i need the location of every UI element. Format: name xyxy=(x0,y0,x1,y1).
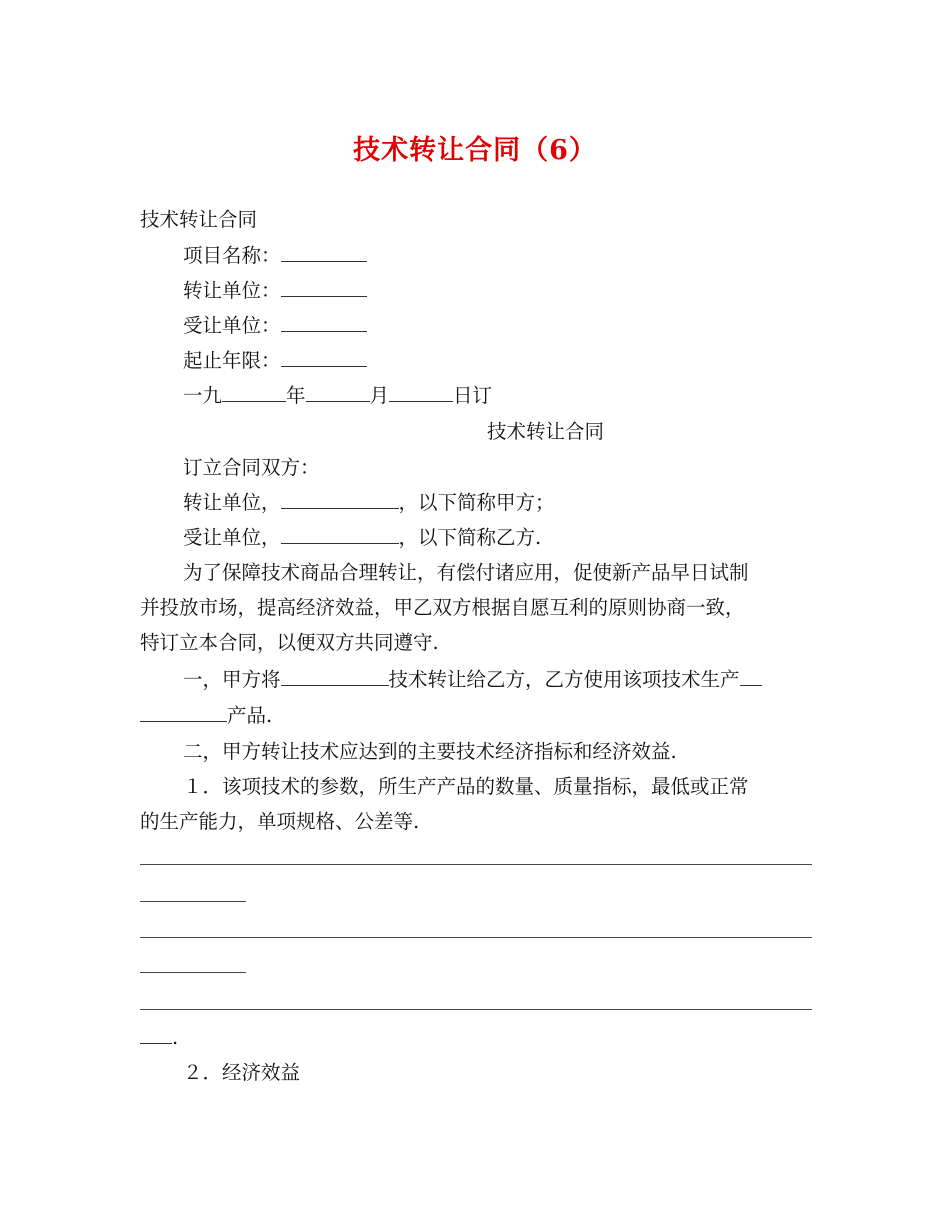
blank-line xyxy=(222,383,286,402)
blank-line xyxy=(281,243,367,262)
fill-line xyxy=(140,937,812,938)
item-1-line: １．该项技术的参数，所生产产品的数量、质量指标，最低或正常 xyxy=(183,775,749,798)
clause-1-cont xyxy=(140,702,272,729)
preamble-line: 特订立本合同，以便双方共同遵守. xyxy=(140,631,439,654)
subtitle: 技术转让合同 xyxy=(487,420,605,443)
blank-line xyxy=(281,348,367,367)
clause-1-a: 一，甲方将 xyxy=(183,668,281,691)
contract-heading: 技术转让合同 xyxy=(140,208,258,231)
clause-1-c: 产品. xyxy=(227,704,273,727)
party-a-suffix: ，以下简称甲方； xyxy=(398,491,555,514)
preamble-line: 并投放市场，提高经济效益，甲乙双方根据自愿互利的原则协商一致， xyxy=(140,596,745,619)
date-month: 月 xyxy=(369,384,390,407)
party-a-line xyxy=(183,489,555,516)
fill-line-end xyxy=(140,1024,178,1051)
blank-line xyxy=(389,383,453,402)
date-line xyxy=(183,382,492,409)
blank-line xyxy=(140,1025,172,1044)
field-label: 受让单位： xyxy=(183,314,281,337)
blank-line xyxy=(140,703,227,722)
party-a-label: 转让单位， xyxy=(183,491,281,514)
date-year: 年 xyxy=(286,384,306,407)
fill-line xyxy=(140,972,246,973)
date-day: 日订 xyxy=(453,384,493,407)
field-label: 起止年限： xyxy=(183,349,281,372)
blank-line xyxy=(740,667,762,686)
party-b-label: 受让单位， xyxy=(183,526,281,549)
clause-1 xyxy=(183,666,762,693)
field-label: 项目名称： xyxy=(183,244,281,267)
field-label: 转让单位： xyxy=(183,279,281,302)
fill-line xyxy=(140,1009,812,1010)
field-transferor xyxy=(183,277,367,304)
field-project-name xyxy=(183,242,367,269)
blank-line xyxy=(281,490,399,509)
party-b-line xyxy=(183,524,541,551)
blank-line xyxy=(281,278,367,297)
line-end-period: . xyxy=(172,1026,179,1049)
preamble-line: 为了保障技术商品合理转让，有偿付诸应用，促使新产品早日试制 xyxy=(183,561,749,584)
blank-line xyxy=(281,667,389,686)
parties-intro: 订立合同双方： xyxy=(183,456,320,479)
field-transferee xyxy=(183,312,367,339)
blank-line xyxy=(281,313,367,332)
party-b-suffix: ，以下简称乙方. xyxy=(398,526,542,549)
item-2: ２．经济效益 xyxy=(183,1061,301,1084)
item-1-line: 的生产能力，单项规格、公差等. xyxy=(140,810,420,833)
blank-line xyxy=(306,383,370,402)
date-prefix: 一九 xyxy=(183,384,223,407)
fill-line xyxy=(140,864,812,865)
blank-line xyxy=(281,525,399,544)
document-title: 技术转让合同（6） xyxy=(353,135,597,166)
clause-2: 二，甲方转让技术应达到的主要技术经济指标和经济效益. xyxy=(183,740,677,763)
fill-line xyxy=(140,901,246,902)
clause-1-b: 技术转让给乙方，乙方使用该项技术生产 xyxy=(388,668,740,691)
field-term xyxy=(183,347,367,374)
